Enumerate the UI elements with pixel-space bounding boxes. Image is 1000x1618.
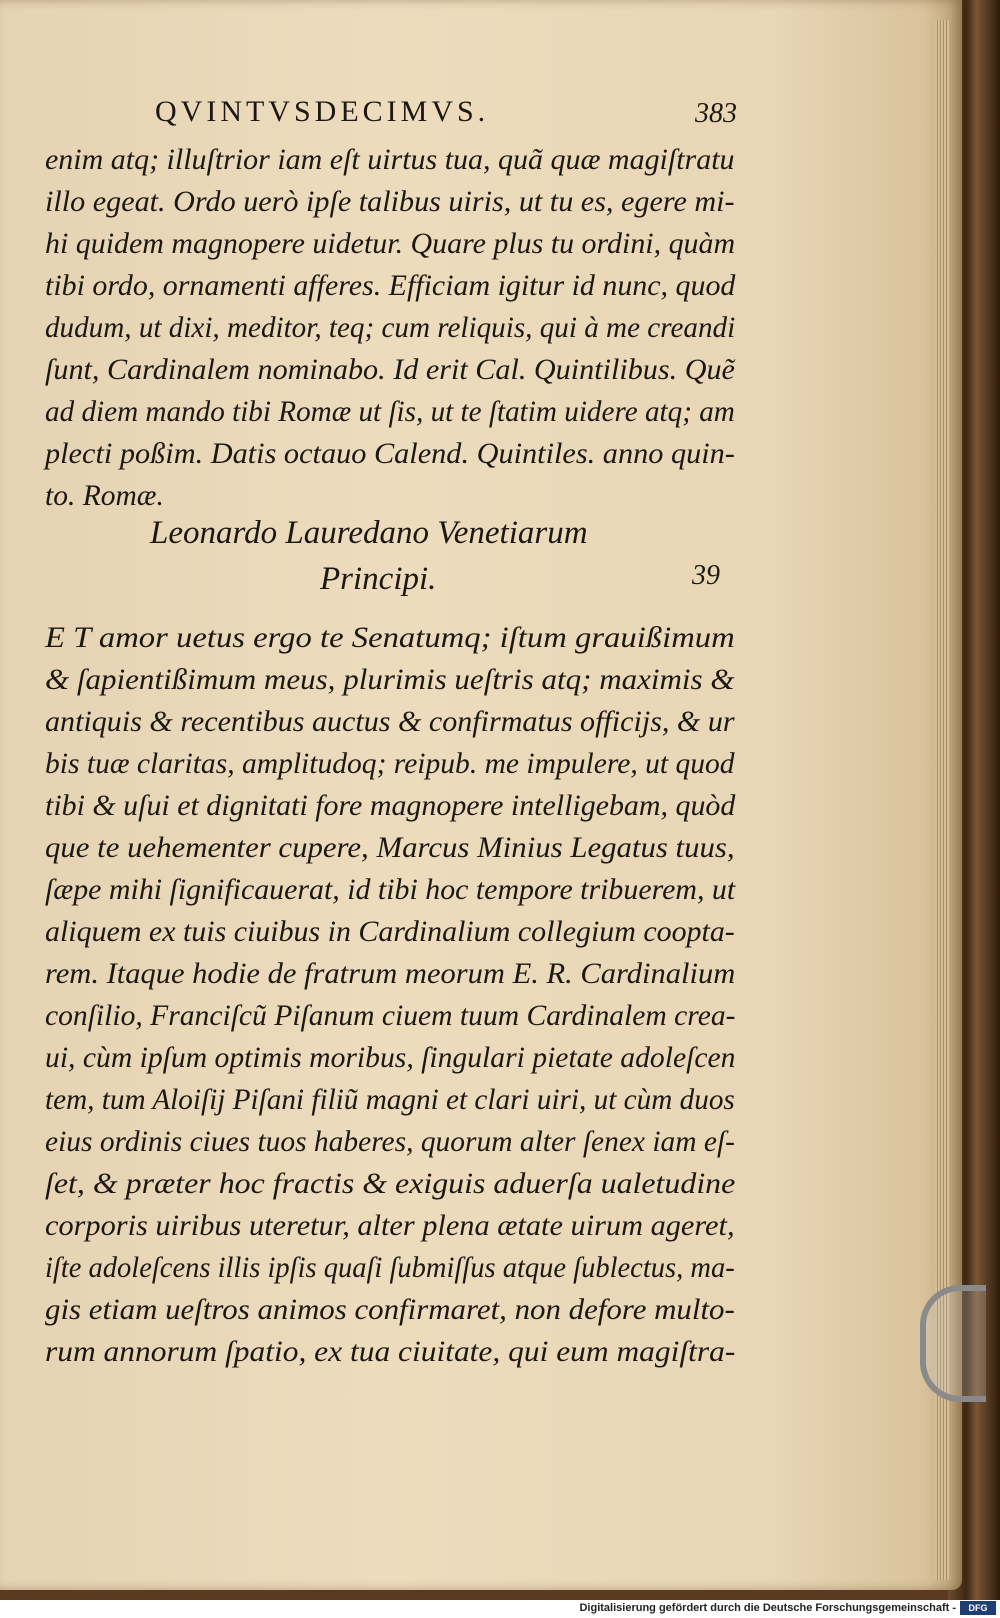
- address-line: Principi.: [320, 561, 437, 597]
- text-line: tibi ordo, ornamenti afferes. Efficiam igitur id nunc, quod: [45, 270, 736, 302]
- body-text: [45, 140, 745, 1368]
- digitization-notice: Digitalisierung gefördert durch die Deutsche Forschungsgemeinschaft -: [579, 1602, 956, 1614]
- text-line: eius ordinis ciues tuos haberes, quorum alter ſenex iam eſ-: [45, 1126, 735, 1158]
- text-line: illo egeat. Ordo uerò ipſe talibus uiris, ut tu es, egere mi-: [45, 186, 735, 218]
- text-line: rum annorum ſpatio, ex tua ciuitate, qui eum magiſtra-: [45, 1336, 736, 1368]
- text-line: aliquem ex tuis ciuibus in Cardinalium collegium coopta-: [45, 916, 735, 948]
- text-line: to. Romæ.: [45, 480, 164, 512]
- text-line: tem, tum Aloiſij Piſani filiũ magni et clari uiri, ut cùm duos: [45, 1084, 735, 1116]
- address-line: Leonardo Lauredano Venetiarum: [150, 515, 588, 551]
- text-line: iſte adoleſcens illis ipſis quaſi ſubmiſſus atque ſublectus, ma-: [45, 1252, 735, 1284]
- text-line: conſilio, Franciſcũ Piſanum ciuem tuum Cardinalem crea-: [45, 1000, 736, 1032]
- text-line: hi quidem magnopere uidetur. Quare plus tu ordini, quàm: [45, 228, 736, 260]
- dfg-logo: DFG: [960, 1601, 996, 1615]
- text-line: E T amor uetus ergo te Senatumq; iſtum grauißimum: [45, 622, 735, 654]
- text-line: ſunt, Cardinalem nominabo. Id erit Cal. Quintilibus. Quẽ: [45, 354, 735, 386]
- paper-clip: [920, 1285, 986, 1402]
- text-line: rem. Itaque hodie de fratrum meorum E. R. Cardinalium: [45, 958, 736, 990]
- text-line: & ſapientißimum meus, plurimis ueſtris atq; maximis &: [45, 664, 735, 696]
- text-line: enim atq; illuſtrior iam eſt uirtus tua, quã quæ magiſtratu: [45, 144, 735, 176]
- footer-bar: [0, 1600, 1000, 1618]
- text-line: dudum, ut dixi, meditor, teq; cum reliquis, qui à me creandi: [45, 312, 736, 344]
- letter-number: 39: [692, 560, 720, 591]
- text-line: ſet, & præter hoc fractis & exiguis aduerſa ualetudine: [45, 1168, 736, 1200]
- page-number: 383: [695, 98, 737, 129]
- letter-address: [150, 515, 750, 605]
- text-line: ſæpe mihi ſignificauerat, id tibi hoc tempore tribuerem, ut: [45, 874, 736, 906]
- text-line: antiquis & recentibus auctus & confirmatus officijs, & ur: [45, 706, 735, 738]
- text-line: ui, cùm ipſum optimis moribus, ſingulari pietate adoleſcen: [45, 1042, 736, 1074]
- text-line: que te uehementer cupere, Marcus Minius Legatus tuus,: [45, 832, 735, 864]
- text-line: tibi & uſui et dignitati fore magnopere intelligebam, quòd: [45, 790, 736, 822]
- text-line: corporis uiribus uteretur, alter plena ætate uirum ageret,: [45, 1210, 735, 1242]
- text-line: bis tuæ claritas, amplitudoq; reipub. me impulere, ut quod: [45, 748, 735, 780]
- running-head: QVINTVSDECIMVS.: [155, 95, 490, 128]
- text-line: gis etiam ueſtros animos confirmaret, non defore multo-: [45, 1294, 735, 1326]
- page-header: [150, 95, 900, 135]
- text-line: ad diem mando tibi Romæ ut ſis, ut te ſtatim uidere atq; am: [45, 396, 735, 428]
- text-line: plecti poßim. Datis octauo Calend. Quintiles. anno quin-: [45, 438, 735, 470]
